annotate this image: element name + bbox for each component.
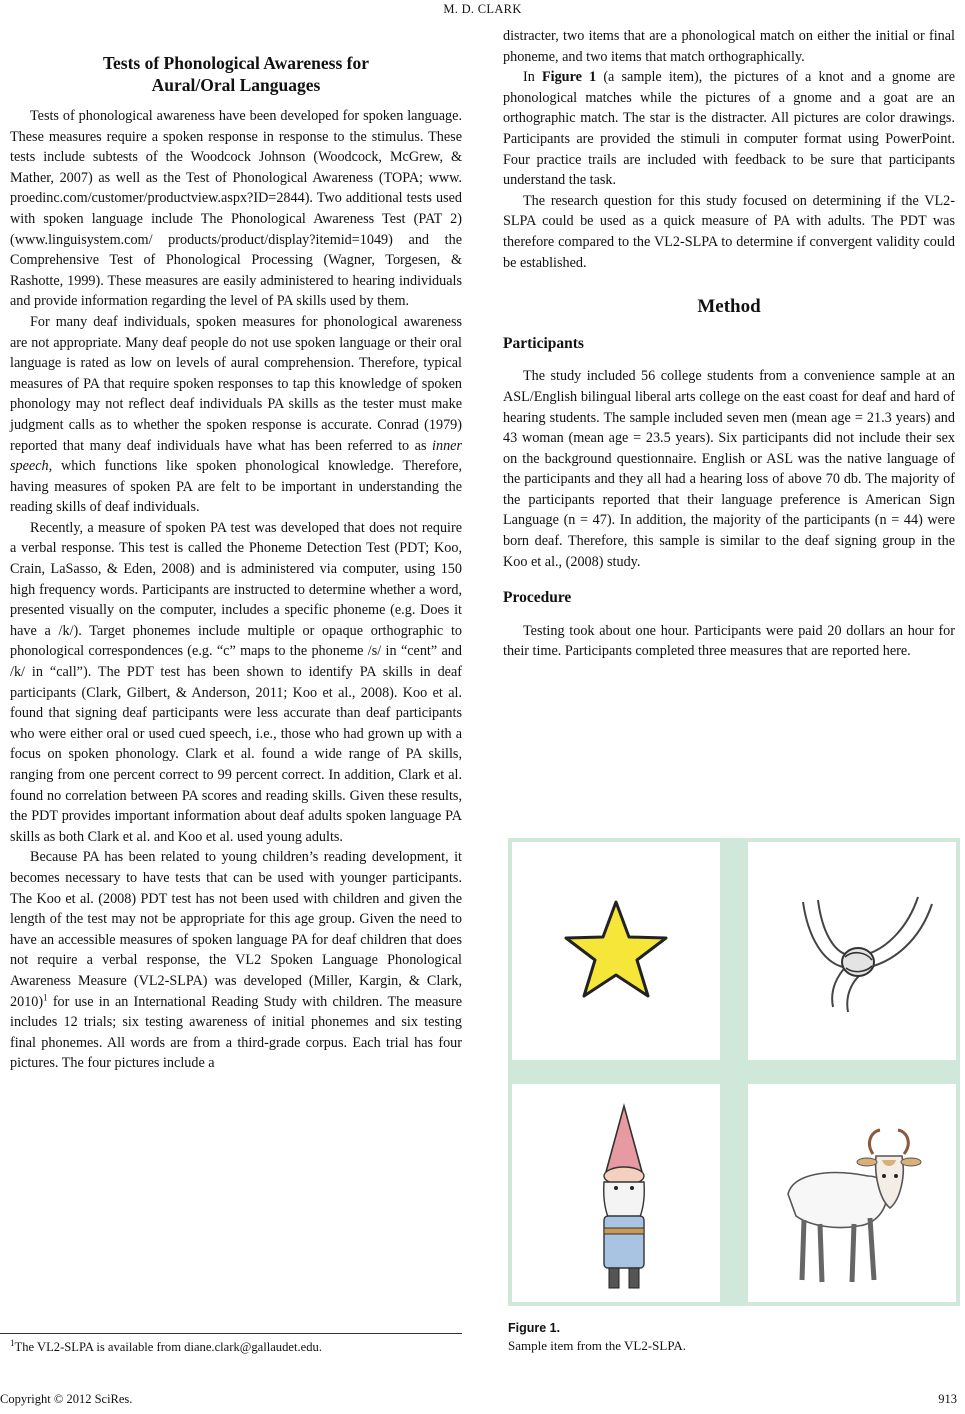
text-run: which functions like spoken phonological knowledge. Therefore, having measures of spoken PA are felt to be important in understanding the reading skills of deaf individuals. xyxy=(10,458,463,516)
procedure-heading: Procedure xyxy=(503,589,572,607)
emphasis: inner speech, xyxy=(10,437,462,475)
gnome-icon xyxy=(512,1084,720,1302)
paragraph: distracter, two items that are a phonological match on either the initial or final phoneme, and two items that match orthographically. xyxy=(503,28,955,65)
text-run: In xyxy=(523,69,535,86)
knot-icon xyxy=(748,842,956,1060)
figure-reference: Figure 1 xyxy=(541,69,597,86)
section-title-line-2: Aural/Oral Languages xyxy=(151,75,321,95)
footnote-marker: 1 xyxy=(10,1337,15,1348)
text-run: Because PA has been related to young children’s reading development, it becomes necessary to have tests that can be used with younger participants. The Koo et al. (2008) PDT test has not been used with children and given the length of the test may not be appropriate for this age group. Given the need to have an accessible measures of spoken language PA for deaf children that does not require a verbal response, the VL2 Spoken Language Phonological Awareness Measure (VL2-SLPA) was developed (Miller, Kargin, & Clark, 2010) xyxy=(10,849,462,1010)
goat-panel xyxy=(748,1084,956,1302)
running-header: M. D. CLARK xyxy=(443,2,522,16)
paragraph: Testing took about one hour. Participants were paid 20 dollars an hour for their time. Participants completed three measures that are reported here. xyxy=(503,622,955,660)
section-title-line-1: Tests of Phonological Awareness for xyxy=(102,53,370,73)
paragraph: The study included 56 college students from a convenience sample at an ASL/English bilingual liberal arts college on the east coast for deaf and hard of hearing students. The sample included seven men (mean age = 21.3 years) and 43 woman (mean age = 23.5 years). Six participants did not include their sex on the background questionnaire. English or ASL was the native language of the participants and they all had a hearing loss of above 70 db. The majority of the participants reported that their language preference is American Sign Language (n = 47). In addition, the majority of the participants (n = 44) were born deaf. Therefore, this sample is similar to the deaf signing group in the Koo et al., (2008) study. xyxy=(503,368,955,570)
participants-heading: Participants xyxy=(503,334,584,352)
gnome-panel xyxy=(512,1084,720,1302)
footnote-marker: 1 xyxy=(43,991,48,1002)
figure-caption xyxy=(508,1319,960,1355)
figure-1 xyxy=(508,838,960,1306)
text-run: for use in an International Reading Study with children. The measure includes 12 trials; six testing awareness of initial phonemes and six testing final phonemes. All words are from a third-grade corpus. Each trial has four pictures. The four pictures include a xyxy=(10,993,463,1072)
copyright: Copyright © 2012 SciRes. xyxy=(0,1392,133,1406)
paragraph xyxy=(10,312,462,518)
text-run: (a sample item), the pictures of a knot and a gnome are phonological matches while the pictures of a gnome and a goat are an orthographic match. The star is the distracter. All pictures are color drawings. Participants are provided the stimuli in computer format using PowerPoint. Four practice trails are included with feedback to be sure that participants understand the task. xyxy=(503,69,956,189)
figure-label: Figure 1. xyxy=(508,1321,561,1335)
star-panel xyxy=(512,842,720,1060)
paragraph: Recently, a measure of spoken PA test was developed that does not require a verbal response. This test is called the Phoneme Detection Test (PDT; Koo, Crain, LaSasso, & Eden, 2008) and is administered via computer, using 150 high frequency words. Participants are instructed to determine whether a word, presented visually on the computer, includes a specific phoneme (e.g. Does it have a /k/). Target phonemes include multiple or opaque orthographic to phonological correspondences (e.g. “c” maps to the phoneme /s/ in “cent” and /k/ in “call”). The PDT test has been shown to identify PA skills in deaf participants (Clark, Gilbert, & Anderson, 2011; Koo et al., 2008). Koo et al. found that signing deaf participants were less accurate than deaf participants who were either oral or used cued speech, i.e., those who had grown up with a focus on spoken phonology. Clark et al. found a wide range of PA skills, ranging from one percent correct to 99 percent correct. In addition, Clark et al. found no correlation between PA scores and reading skills. Given these results, the PDT provides important information about deaf adults spoken language PA skills as both Clark et al. and Koo et al. used young adults. xyxy=(10,519,462,845)
right-column xyxy=(503,26,955,662)
method-heading: Method xyxy=(697,296,761,318)
star-icon xyxy=(512,842,720,1060)
paragraph xyxy=(10,847,462,1074)
section-title xyxy=(10,52,462,96)
knot-panel xyxy=(748,842,956,1060)
goat-icon xyxy=(748,1084,956,1302)
footnote-text: The VL2-SLPA is available from diane.clark@gallaudet.edu. xyxy=(14,1340,322,1354)
figure-caption-text: Sample item from the VL2-SLPA. xyxy=(508,1338,687,1353)
paragraph xyxy=(503,67,955,191)
left-column xyxy=(10,52,462,1074)
page-number: 913 xyxy=(938,1392,957,1406)
text-run: For many deaf individuals, spoken measures for phonological awareness are not appropriate. Many deaf people do not use spoken language or their oral language is rated as low on levels of aural comprehension. Therefore, typical measures of PA that require spoken responses to tap this knowledge of spoken phonology may not reflect deaf individuals PA skills as the tester must make judgment calls as to whether the spoken response is accurate. Conrad (1979) reported that many deaf individuals have what has been referred to as xyxy=(10,313,462,454)
paragraph: Tests of phonological awareness have been developed for spoken language. These measures require a spoken response in response to the stimulus. These tests include subtests of the Woodcock Johnson (Woodcock, McGrew, & Mather, 2007) as well as the Test of Phonological Awareness (TOPA; www. proedinc.com/customer/productview.aspx?ID=2844). Two additional tests used with spoken language include The Phonological Awareness Test (PAT 2) (www.linguisystem.com/ products/product/display?itemid=1049) and the Comprehensive Test of Phonological Processing (Wagner, Torgesen, & Rashotte, 1999). These measures are easily administered to hearing individuals and provide information regarding the level of PA skills used by them. xyxy=(10,108,462,310)
paragraph: The research question for this study focused on determining if the VL2-SLPA could be used as a quick measure of PA with adults. The PDT was therefore compared to the VL2-SLPA to determine if convergent validity could be established. xyxy=(503,192,955,271)
footnote-divider xyxy=(0,1333,462,1334)
footnote xyxy=(10,1337,462,1355)
